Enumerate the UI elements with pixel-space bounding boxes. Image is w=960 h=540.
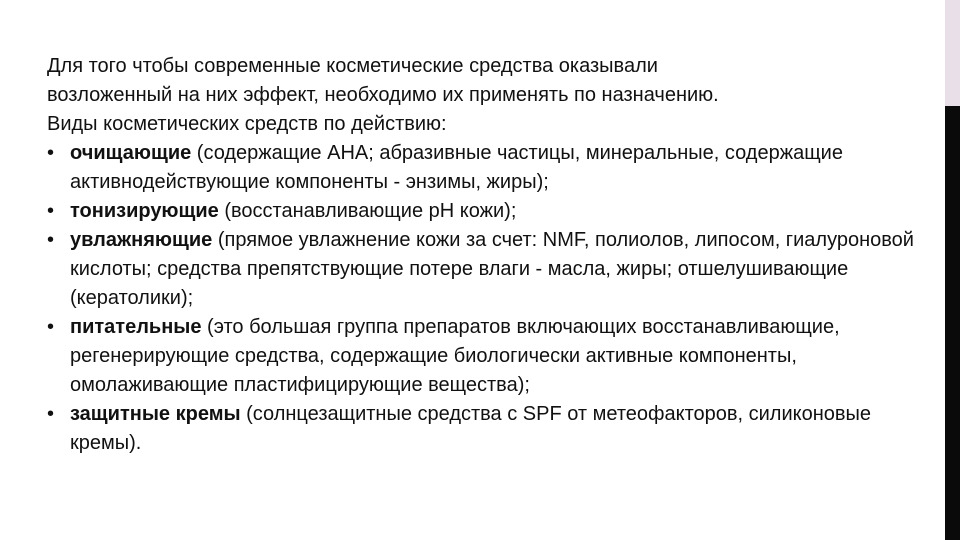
bullet-icon: • [47, 142, 55, 164]
accent-bar-bottom [945, 106, 960, 540]
list-item-toning [47, 197, 927, 226]
bullet-icon: • [47, 229, 55, 251]
list-item-moisturizing [47, 226, 927, 313]
item-term: увлажняющие [70, 229, 213, 251]
list-item-protective [47, 400, 927, 458]
bullet-icon: • [47, 316, 55, 338]
list-item-cleansing [47, 139, 927, 197]
item-description: (содержащие АНА; абразивные частицы, минеральные, содержащие активнодействующие компоненты - энзимы, жиры); [70, 142, 843, 193]
item-term: тонизирующие [70, 200, 219, 222]
bullet-icon: • [47, 403, 55, 425]
accent-bar-top [945, 0, 960, 106]
item-description: (солнцезащитные средства с SPF от метеофакторов, силиконовые кремы). [70, 403, 872, 454]
intro-line-2: возложенный на них эффект, необходимо их применять по назначению. [47, 84, 719, 106]
item-description: (прямое увлажнение кожи за счет: NMF, полиолов, липосом, гиалуроновой кислоты; средства препятствующие потере влаги - масла, жиры; отшелушивающие (кератолики); [70, 229, 914, 309]
item-term: очищающие [70, 142, 192, 164]
item-description: (восстанавливающие рН кожи); [218, 200, 517, 222]
item-description: (это большая группа препаратов включающих восстанавливающие, регенерирующие средства, содержащие биологически активные компоненты, омолаживающие пластифицирующие вещества); [70, 316, 840, 396]
intro-line-1: Для того чтобы современные косметические средства оказывали [47, 55, 658, 77]
item-term: защитные кремы [70, 403, 241, 425]
types-list [47, 139, 927, 458]
intro-line-3: Виды косметических средств по действию: [47, 113, 447, 135]
item-term: питательные [70, 316, 202, 338]
list-item-nourishing [47, 313, 927, 400]
slide-content [47, 52, 927, 458]
intro-paragraph [47, 52, 927, 139]
bullet-icon: • [47, 200, 55, 222]
